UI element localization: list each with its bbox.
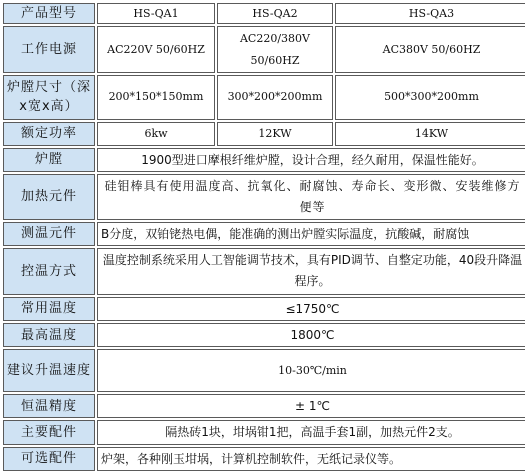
row-temp-element: [3, 222, 525, 246]
row-temp-control: [3, 248, 525, 295]
chamber-size-1: 200*150*150mm: [97, 75, 215, 120]
heating-element-value: 硅钼棒具有使用温度高、抗氧化、耐腐蚀、寿命长、变形微、安装维修方便等: [97, 174, 525, 220]
label-power-supply: 工作电源: [3, 26, 95, 73]
label-optional: 可选配件: [3, 447, 95, 471]
accessories-value: 隔热砖1块，坩埚钳1把，高温手套1副，加热元件2支。: [97, 420, 525, 444]
row-heating-element: [3, 174, 525, 220]
power-supply-3: AC380V 50/60HZ: [335, 26, 525, 73]
spec-table: [1, 1, 525, 473]
rated-power-2: 12KW: [217, 122, 333, 146]
power-supply-2: AC220/380V 50/60HZ: [217, 26, 333, 73]
row-accessories: [3, 420, 525, 444]
model-1: HS-QA1: [97, 3, 215, 24]
row-max-temp: [3, 323, 525, 347]
row-rated-power: [3, 122, 525, 146]
row-chamber: [3, 148, 525, 172]
row-power-supply: [3, 26, 525, 73]
heating-rate-value: 10-30℃/min: [97, 349, 525, 392]
row-working-temp: [3, 297, 525, 321]
label-heating-element: 加热元件: [3, 174, 95, 220]
label-accuracy: 恒温精度: [3, 394, 95, 418]
label-chamber-size: 炉膛尺寸（深x宽x高）: [3, 75, 95, 120]
power-supply-1: AC220V 50/60HZ: [97, 26, 215, 73]
rated-power-3: 14KW: [335, 122, 525, 146]
label-chamber: 炉膛: [3, 148, 95, 172]
label-temp-control: 控温方式: [3, 248, 95, 295]
rated-power-1: 6kw: [97, 122, 215, 146]
temp-element-value: B分度，双铂铑热电偶，能准确的测出炉膛实际温度，抗酸碱，耐腐蚀: [97, 222, 525, 246]
row-optional: [3, 447, 525, 471]
label-rated-power: 额定功率: [3, 122, 95, 146]
row-accuracy: [3, 394, 525, 418]
label-model: 产品型号: [3, 3, 95, 24]
label-temp-element: 测温元件: [3, 222, 95, 246]
model-3: HS-QA3: [335, 3, 525, 24]
model-2: HS-QA2: [217, 3, 333, 24]
label-working-temp: 常用温度: [3, 297, 95, 321]
row-chamber-size: [3, 75, 525, 120]
label-accessories: 主要配件: [3, 420, 95, 444]
max-temp-value: 1800℃: [97, 323, 525, 347]
temp-control-value: 温度控制系统采用人工智能调节技术，具有PID调节、自整定功能，40段升降温程序。: [97, 248, 525, 295]
working-temp-value: ≤1750℃: [97, 297, 525, 321]
optional-value: 炉架，各种刚玉坩埚，计算机控制软件，无纸记录仪等。: [97, 447, 525, 471]
chamber-size-3: 500*300*200mm: [335, 75, 525, 120]
row-model: [3, 3, 525, 24]
chamber-size-2: 300*200*200mm: [217, 75, 333, 120]
label-max-temp: 最高温度: [3, 323, 95, 347]
label-heating-rate: 建议升温速度: [3, 349, 95, 392]
row-heating-rate: [3, 349, 525, 392]
accuracy-value: ± 1℃: [97, 394, 525, 418]
chamber-value: 1900型进口摩根纤维炉膛，设计合理，经久耐用，保温性能好。: [97, 148, 525, 172]
